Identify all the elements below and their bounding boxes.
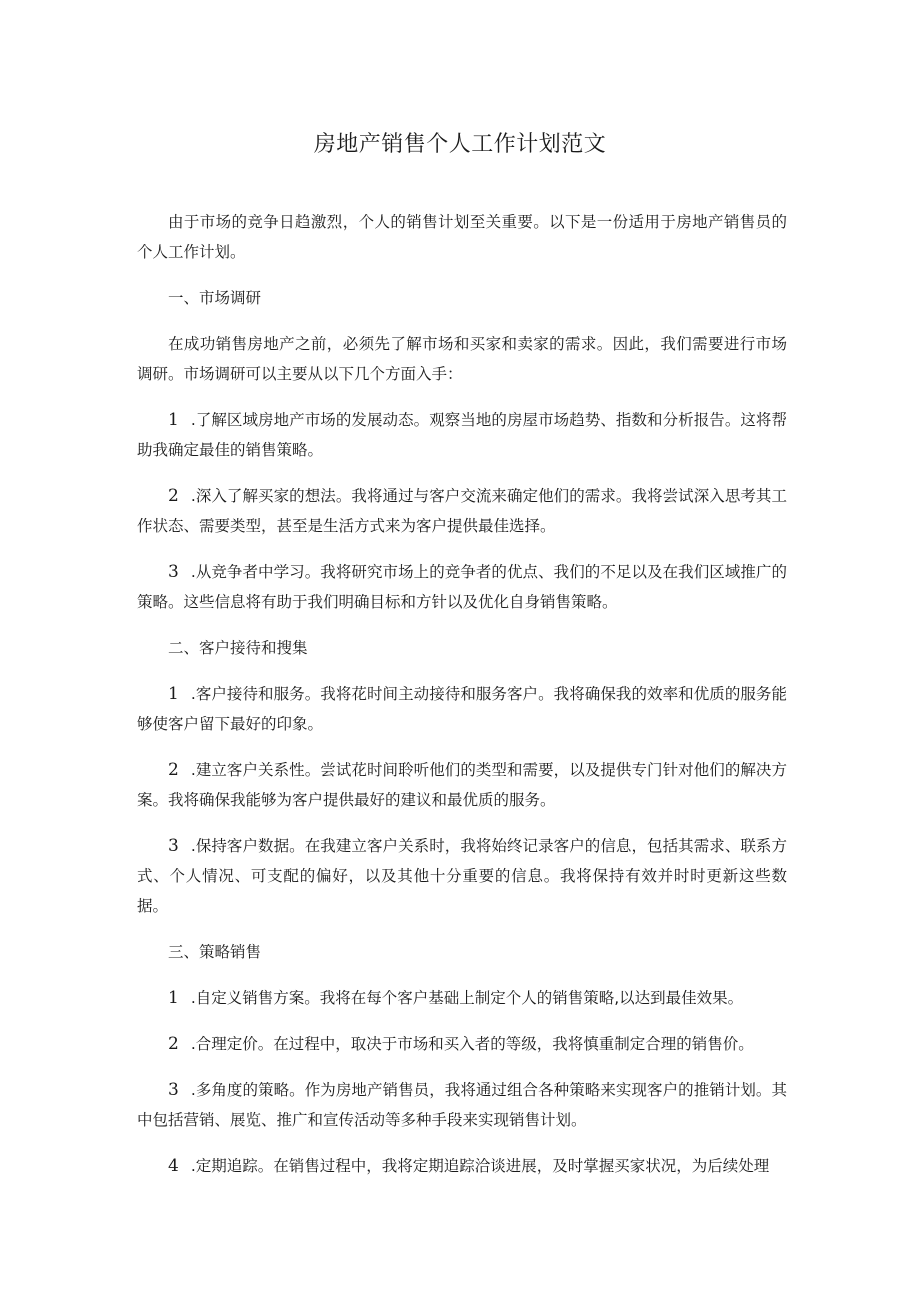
item-text: .建立客户关系性。尝试花时间聆听他们的类型和需要，以及提供专门针对他们的解决方案。我将确保我能够为客户提供最好的建议和最优质的服务。 bbox=[137, 761, 787, 809]
list-item bbox=[137, 755, 787, 815]
document-body bbox=[137, 207, 787, 1197]
item-number: 1 bbox=[168, 684, 179, 704]
item-text: .自定义销售方案。我将在每个客户基础上制定个人的销售策略,以达到最佳效果。 bbox=[190, 989, 744, 1007]
item-number: 1 bbox=[168, 988, 179, 1008]
list-item bbox=[137, 1075, 787, 1135]
list-item bbox=[137, 405, 787, 465]
list-item bbox=[137, 983, 787, 1013]
item-number: 1 bbox=[168, 410, 179, 430]
section-heading-strategic-sales: 三、策略销售 bbox=[168, 943, 262, 961]
section-heading-market-research: 一、市场调研 bbox=[168, 289, 262, 307]
list-item bbox=[137, 679, 787, 739]
item-text: .深入了解买家的想法。我将通过与客户交流来确定他们的需求。我将尝试深入思考其工作状态、需要类型，甚至是生活方式来为客户提供最佳选择。 bbox=[137, 487, 787, 535]
item-number: 3 bbox=[168, 1080, 179, 1100]
intro-paragraph: 由于市场的竞争日趋激烈，个人的销售计划至关重要。以下是一份适用于房地产销售员的个人工作计划。 bbox=[137, 213, 787, 261]
item-text: .定期追踪。在销售过程中，我将定期追踪洽谈进展，及时掌握买家状况，为后续处理 bbox=[190, 1157, 770, 1175]
section-heading-customer-reception: 二、客户接待和搜集 bbox=[168, 639, 308, 657]
item-text: .客户接待和服务。我将花时间主动接待和服务客户。我将确保我的效率和优质的服务能够使客户留下最好的印象。 bbox=[137, 685, 787, 733]
item-text: .了解区域房地产市场的发展动态。观察当地的房屋市场趋势、指数和分析报告。这将帮助我确定最佳的销售策略。 bbox=[137, 411, 787, 459]
item-text: .合理定价。在过程中，取决于市场和买入者的等级，我将慎重制定合理的销售价。 bbox=[190, 1035, 754, 1053]
list-item bbox=[137, 1029, 787, 1059]
list-item bbox=[137, 831, 787, 921]
item-number: 2 bbox=[168, 760, 179, 780]
item-number: 3 bbox=[168, 836, 179, 856]
item-number: 4 bbox=[168, 1156, 179, 1176]
item-number: 3 bbox=[168, 562, 179, 582]
item-number: 2 bbox=[168, 1034, 179, 1054]
list-item bbox=[137, 1151, 787, 1181]
item-number: 2 bbox=[168, 486, 179, 506]
item-text: .多角度的策略。作为房地产销售员，我将通过组合各种策略来实现客户的推销计划。其中包括营销、展览、推广和宣传活动等多种手段来实现销售计划。 bbox=[137, 1081, 787, 1129]
list-item bbox=[137, 557, 787, 617]
document-title: 房地产销售个人工作计划范文 bbox=[313, 132, 607, 157]
section-intro-market-research: 在成功销售房地产之前，必须先了解市场和买家和卖家的需求。因此，我们需要进行市场调研。市场调研可以主要从以下几个方面入手： bbox=[137, 335, 787, 383]
list-item bbox=[137, 481, 787, 541]
item-text: .保持客户数据。在我建立客户关系时，我将始终记录客户的信息，包括其需求、联系方式、个人情况、可支配的偏好，以及其他十分重要的信息。我将保持有效并时时更新这些数据。 bbox=[137, 837, 787, 915]
item-text: .从竞争者中学习。我将研究市场上的竞争者的优点、我们的不足以及在我们区域推广的策略。这些信息将有助于我们明确目标和方针以及优化自身销售策略。 bbox=[137, 563, 787, 611]
